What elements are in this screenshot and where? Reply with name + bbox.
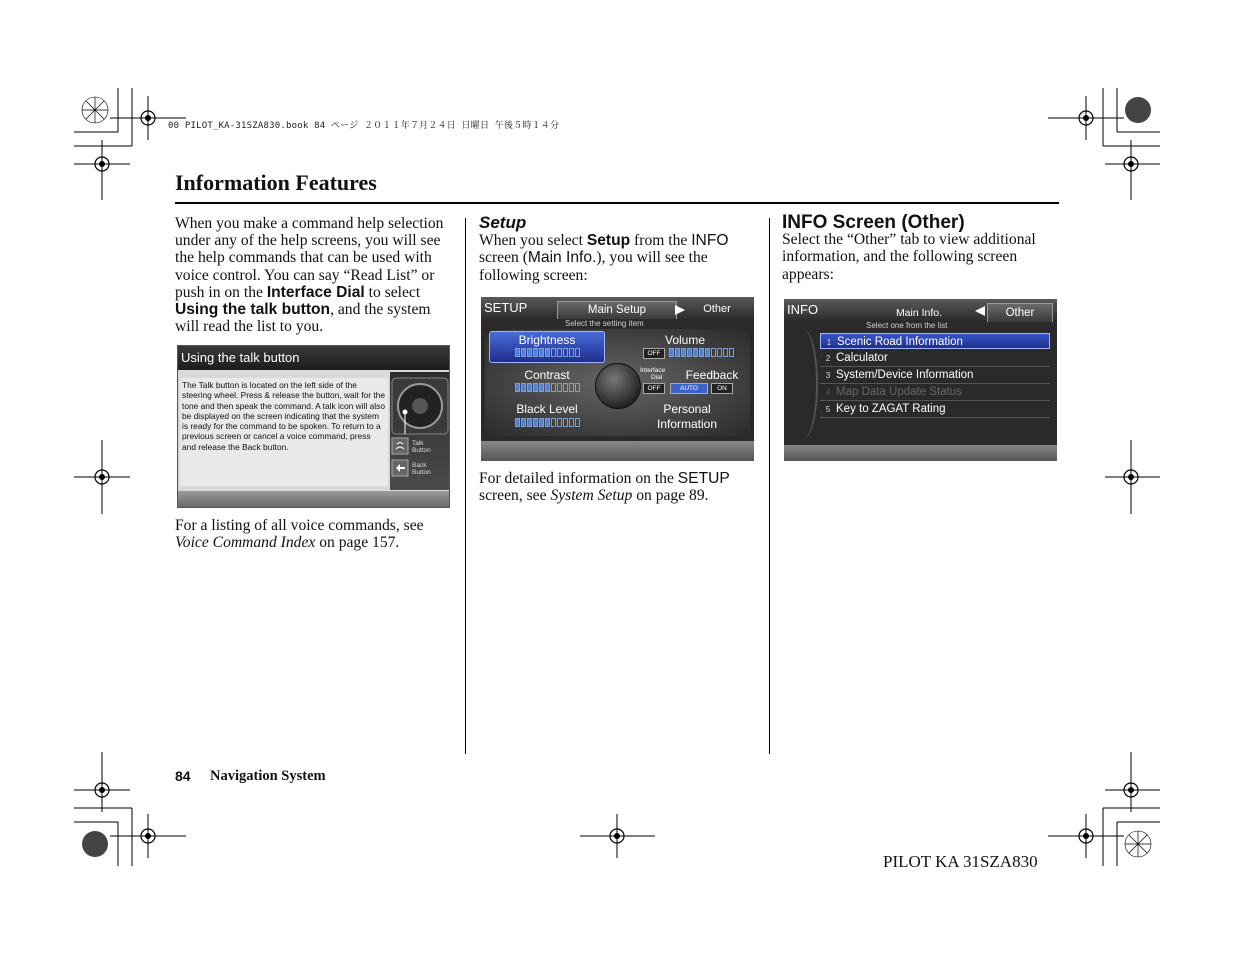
- setup-hint: Select the setting item: [565, 319, 644, 328]
- meter-segment: [699, 348, 704, 357]
- meter-segment: [545, 348, 550, 357]
- tab-other[interactable]: [687, 301, 747, 318]
- intro-text-c: to select: [364, 283, 421, 301]
- info-term: INFO: [691, 232, 729, 250]
- voice-index-text-a: For a listing of all voice commands, see: [175, 517, 424, 534]
- setup-term: Setup: [586, 232, 631, 250]
- model-code: PILOT KA 31SZA830: [883, 852, 1038, 871]
- page-title: Information Features: [175, 170, 377, 195]
- meter-segment: [693, 348, 698, 357]
- setup-detail-text-c: screen, see: [479, 487, 551, 505]
- meter-segment: [669, 348, 674, 357]
- volume-off-pill[interactable]: OFF: [643, 348, 665, 359]
- back-label-2: Button: [412, 469, 431, 476]
- tab-other-active-label: Other: [1005, 307, 1035, 319]
- talk-screen-body: The Talk button is located on the left side of the steering wheel. Press & release the button, wait for the tone and then speak the command. A talk icon will also be displayed on the screen indicating that the system is ready for the command to be spoken. To return to a previous screen or cancel a voice command, press and release the Back button.: [180, 378, 388, 486]
- meter-segment: [515, 383, 520, 392]
- title-rule: [175, 202, 1059, 204]
- list-item[interactable]: [820, 333, 1050, 349]
- meter-segment: [563, 418, 568, 427]
- meter-segment: [551, 418, 556, 427]
- list-item-number: 4: [825, 388, 831, 397]
- play-arrow-icon: [674, 304, 686, 316]
- setup-text-e: screen (: [479, 249, 528, 267]
- meter-segment: [533, 418, 538, 427]
- info-hint: Select one from the list: [866, 321, 948, 330]
- feedback-label: Feedback: [685, 368, 739, 382]
- meter-segment: [539, 418, 544, 427]
- meter-segment: [569, 383, 574, 392]
- feedback-off-pill[interactable]: OFF: [643, 383, 665, 394]
- page-number: 84: [175, 768, 191, 784]
- info-other-screen: [784, 299, 1057, 461]
- list-item-label: Calculator: [836, 352, 888, 364]
- personal-info-label-1[interactable]: Personal: [663, 402, 711, 416]
- list-item-label: Map Data Update Status: [836, 386, 962, 398]
- column-1-footnote: [175, 517, 453, 551]
- black-level-label: Black Level: [516, 402, 578, 416]
- meter-segment: [521, 383, 526, 392]
- meter-segment: [527, 383, 532, 392]
- setup-paragraph: [479, 232, 759, 284]
- meter-segment: [557, 348, 562, 357]
- intro-paragraph: [175, 215, 453, 335]
- list-item-label: System/Device Information: [836, 369, 974, 381]
- meter-segment: [557, 383, 562, 392]
- meter-segment: [533, 348, 538, 357]
- list-item: [820, 384, 1050, 401]
- main-info-term: Main Info.: [527, 249, 597, 267]
- interface-dial-label-1: Interface: [640, 367, 666, 374]
- intro-text-d: , and the system will read the list to you.: [175, 301, 431, 336]
- meter-segment: [729, 348, 734, 357]
- footer-section-label: Navigation System: [210, 768, 326, 784]
- back-label-1: Back: [412, 462, 427, 469]
- tab-main-info[interactable]: [864, 305, 974, 321]
- column-2-footnote: [479, 470, 759, 504]
- black-level-meter[interactable]: [515, 418, 580, 427]
- meter-segment: [527, 418, 532, 427]
- meter-segment: [575, 383, 580, 392]
- feedback-auto-pill[interactable]: AUTO: [670, 383, 708, 394]
- meter-segment: [527, 348, 532, 357]
- meter-segment: [569, 348, 574, 357]
- list-item[interactable]: [820, 367, 1050, 384]
- setup-text-g: ), you will see the following screen:: [479, 249, 708, 284]
- meter-segment: [515, 348, 520, 357]
- personal-info-label-2: Information: [656, 417, 718, 431]
- interface-dial-label-2: Dial: [651, 374, 663, 381]
- setup-text-a: When you select: [479, 232, 587, 250]
- setup-title: SETUP: [484, 300, 528, 315]
- talk-button-term: Using the talk button: [175, 301, 331, 319]
- meter-segment: [551, 383, 556, 392]
- meter-segment: [545, 418, 550, 427]
- interface-dial-term: Interface Dial: [266, 283, 365, 301]
- list-item-number: 3: [825, 371, 831, 380]
- meter-segment: [687, 348, 692, 357]
- meter-segment: [569, 418, 574, 427]
- setup-text-c: from the: [630, 232, 692, 250]
- meter-segment: [521, 348, 526, 357]
- intro-text-a: When you make a command help selection under any of the help screens, you will see the help commands that can be used with voice control. You can say “Read List” or push in on the: [175, 215, 444, 301]
- setup-detail-text-d: on page 89.: [632, 487, 709, 505]
- brightness-meter[interactable]: [515, 348, 580, 357]
- talk-label-1: Talk: [412, 440, 424, 447]
- meter-segment: [539, 348, 544, 357]
- setup-top-bar: [481, 297, 754, 319]
- voice-command-index-link: Voice Command Index: [175, 534, 316, 552]
- meter-segment: [575, 348, 580, 357]
- system-setup-link: System Setup: [550, 487, 633, 505]
- tab-main-setup[interactable]: [557, 301, 677, 319]
- feedback-on-pill[interactable]: ON: [711, 383, 733, 394]
- info-screen-heading: INFO Screen (Other): [782, 212, 965, 233]
- list-item-number: 1: [826, 338, 832, 347]
- talk-screen-title: Using the talk button: [178, 346, 449, 370]
- tab-main-info-label: Main Info.: [895, 307, 943, 319]
- list-item[interactable]: [820, 350, 1050, 367]
- voice-index-text-b: on page 157.: [315, 534, 400, 552]
- info-footer-bar: [784, 445, 1057, 461]
- tab-main-setup-label: Main Setup: [587, 304, 647, 316]
- contrast-meter[interactable]: [515, 383, 580, 392]
- meter-segment: [551, 348, 556, 357]
- list-item-label: Key to ZAGAT Rating: [836, 403, 946, 415]
- list-item-number: 2: [825, 354, 831, 363]
- tab-other-label: Other: [703, 303, 731, 315]
- setup-detail-paragraph: [479, 470, 759, 504]
- meter-segment: [711, 348, 716, 357]
- info-top-bar: [784, 299, 1057, 321]
- setup-heading: Setup: [479, 213, 527, 232]
- voice-index-paragraph: [175, 517, 453, 551]
- brightness-label: Brightness: [518, 333, 576, 347]
- interface-dial-knob: [595, 363, 641, 409]
- list-item-label: Scenic Road Information: [837, 336, 963, 348]
- info-screen-paragraph: Select the “Other” tab to view additional information, and the following screen appears:: [782, 231, 1036, 283]
- meter-segment: [717, 348, 722, 357]
- meter-segment: [563, 383, 568, 392]
- info-dial-arc: [788, 329, 818, 439]
- list-item[interactable]: [820, 401, 1050, 418]
- info-title: INFO: [787, 302, 819, 317]
- column-3: [782, 214, 1062, 283]
- volume-label: Volume: [664, 333, 706, 347]
- column-2: [479, 214, 759, 284]
- meter-segment: [545, 383, 550, 392]
- setup-detail-text-a: For detailed information on the: [479, 470, 678, 487]
- print-header-line: 00 PILOT_KA-31SZA830.book 84 ページ ２０１１年７月２４日 日曜日 午後５時１４分: [168, 121, 560, 131]
- setup-caps-term: SETUP: [677, 470, 730, 487]
- meter-segment: [575, 418, 580, 427]
- meter-segment: [705, 348, 710, 357]
- info-list: [820, 331, 1054, 437]
- column-divider-2: [769, 218, 770, 754]
- meter-segment: [681, 348, 686, 357]
- list-item-number: 5: [825, 405, 831, 414]
- setup-screen: [481, 297, 754, 461]
- talk-label-2: Button: [412, 447, 431, 454]
- volume-meter[interactable]: [669, 348, 734, 357]
- back-arrow-icon: [974, 305, 986, 317]
- meter-segment: [675, 348, 680, 357]
- meter-segment: [539, 383, 544, 392]
- meter-segment: [533, 383, 538, 392]
- tab-other-active[interactable]: [987, 303, 1053, 322]
- meter-segment: [723, 348, 728, 357]
- contrast-label: Contrast: [524, 368, 570, 382]
- talk-button-screen: [177, 345, 450, 508]
- meter-segment: [563, 348, 568, 357]
- talk-screen-side-panel: [390, 372, 450, 490]
- meter-segment: [521, 418, 526, 427]
- meter-segment: [557, 418, 562, 427]
- column-1: [175, 215, 453, 335]
- setup-footer-bar: [481, 441, 754, 461]
- column-divider-1: [465, 218, 466, 754]
- talk-screen-footer-bar: [178, 491, 449, 507]
- meter-segment: [515, 418, 520, 427]
